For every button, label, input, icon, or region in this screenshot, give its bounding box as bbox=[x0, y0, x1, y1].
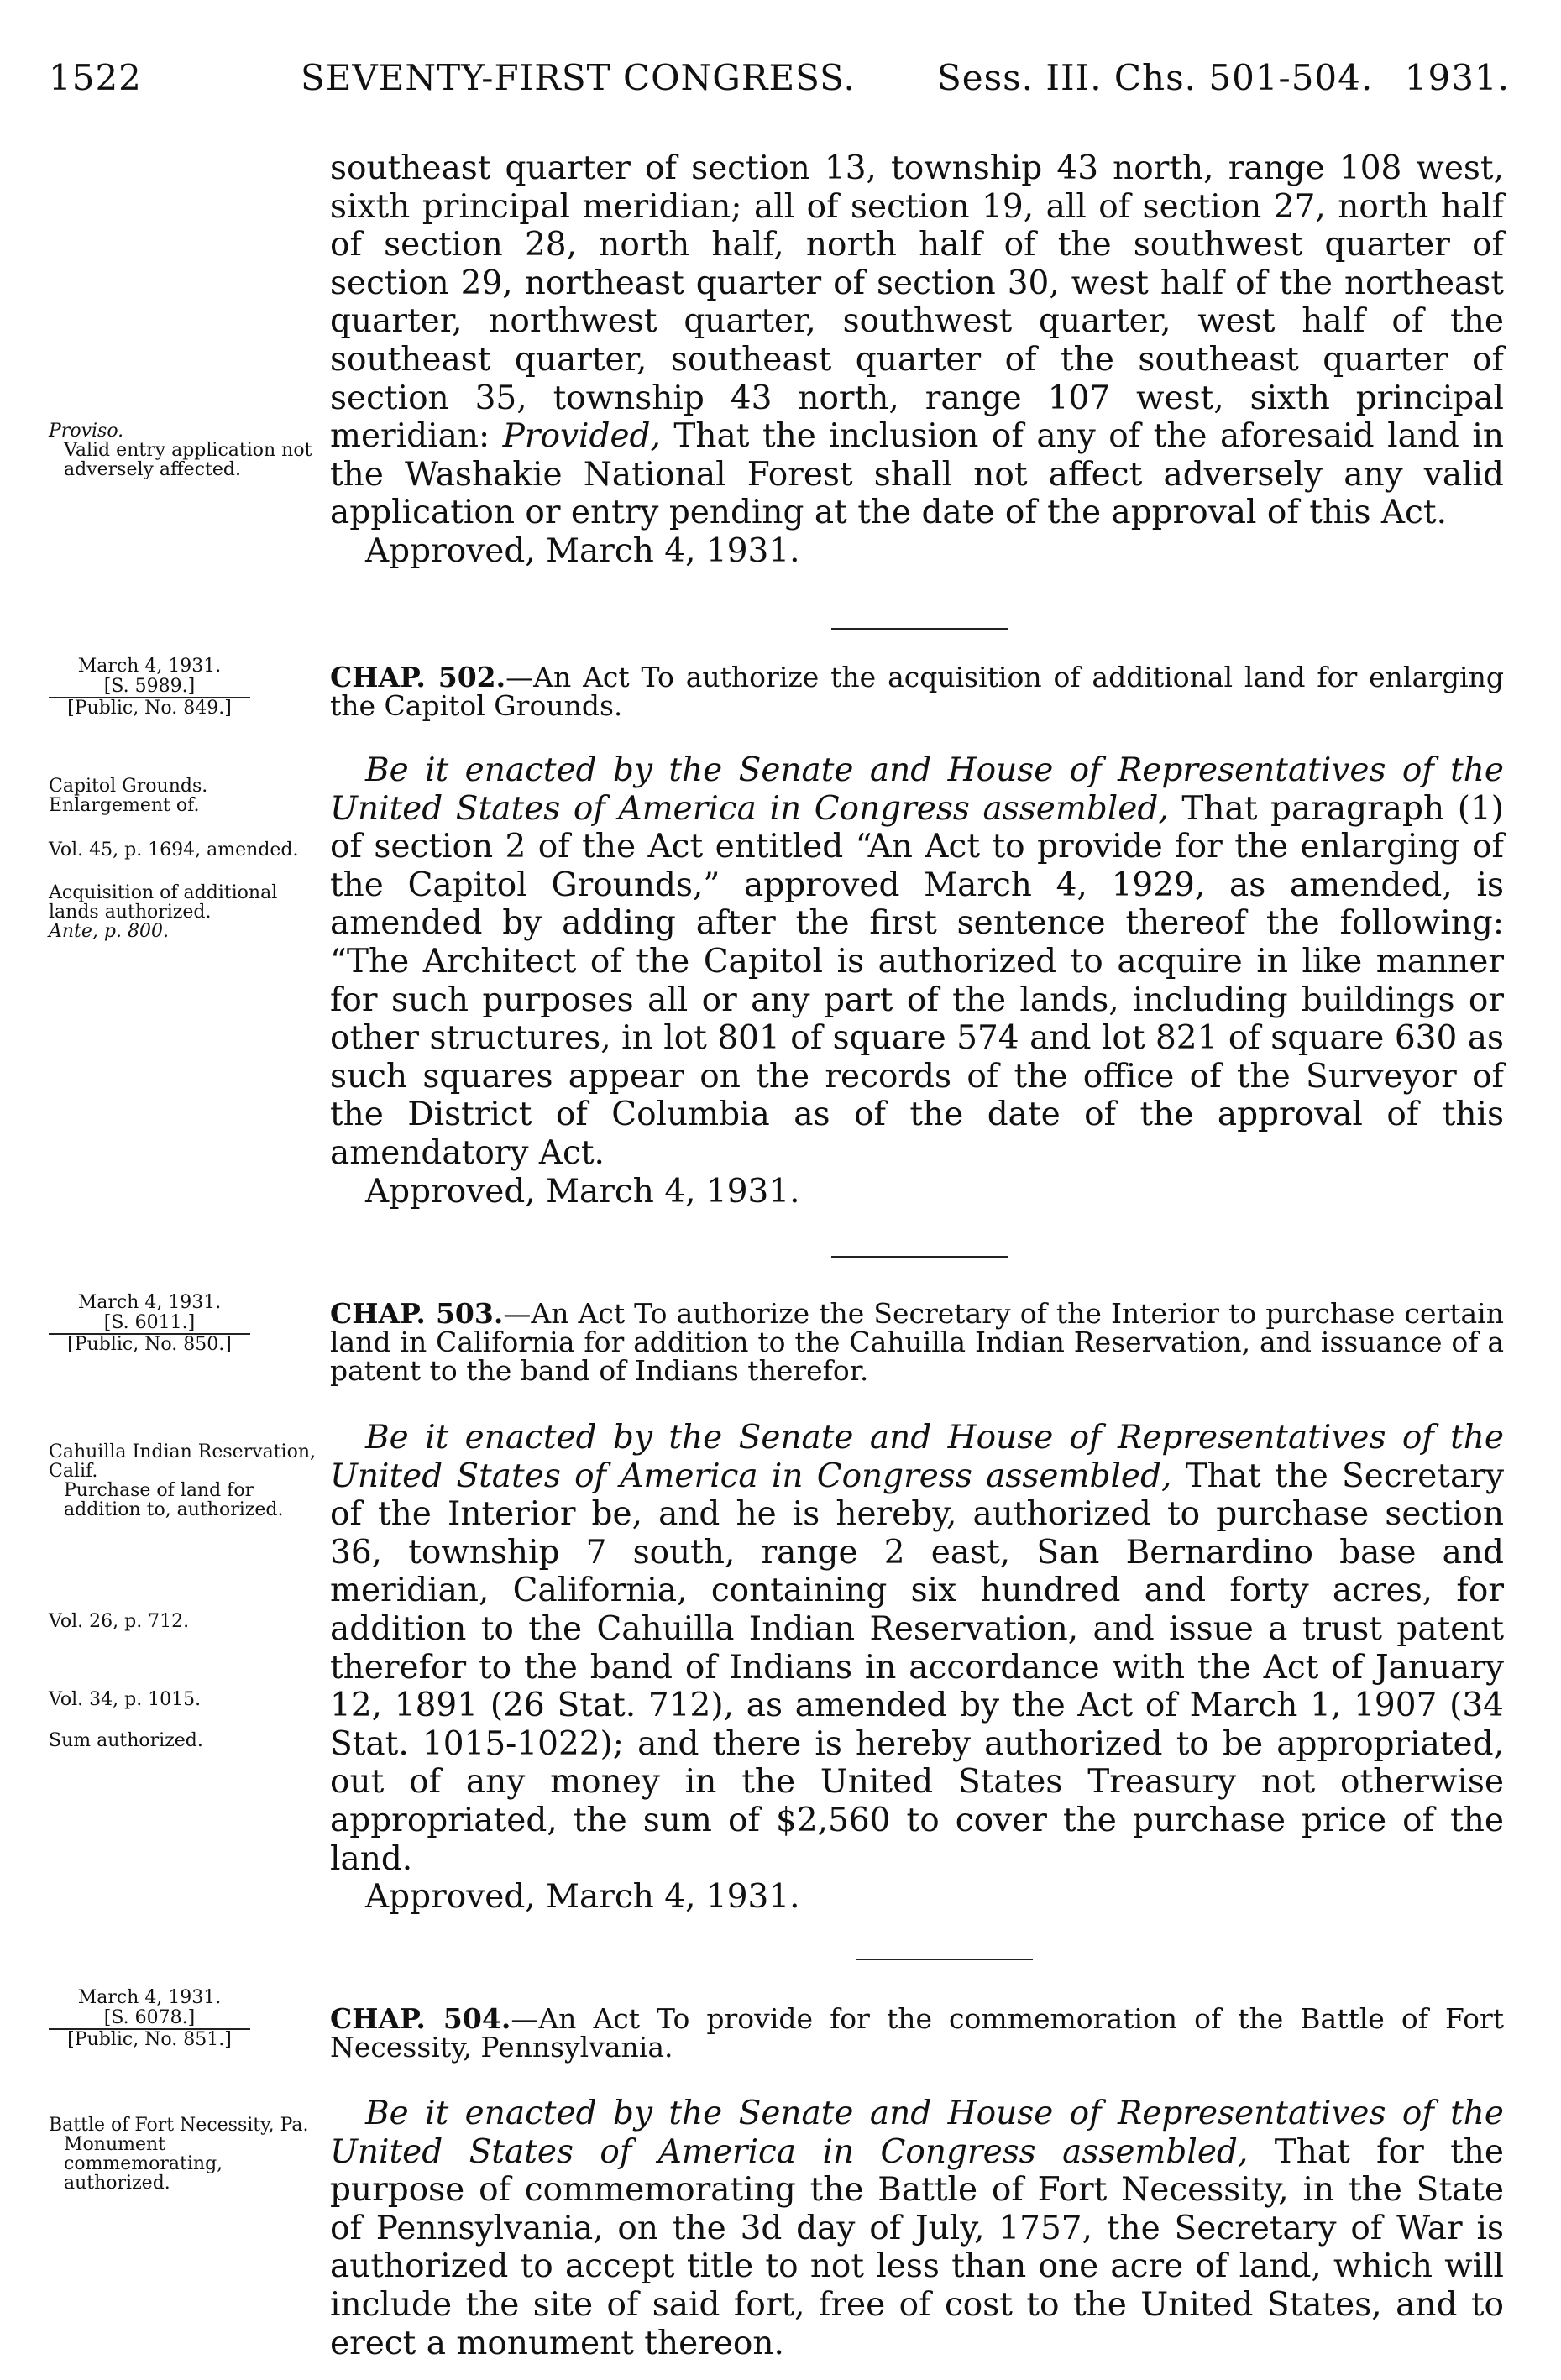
chap504-public-law: [Public, No. 851.] bbox=[49, 2028, 250, 2050]
proviso-sidenote: Valid entry application not adversely affected. bbox=[64, 440, 312, 480]
proviso-label: Proviso. bbox=[49, 421, 124, 442]
chap504-body-text: That for the purpose of commemorating the Battle of Fort Necessity, in the State of Pennsylvania, on the 3d day of July, 1757, the Secretary of War is authorized to accept title to not less than one acre of land, which will include the site of said fort, free of cost to the United States, and to erect a monument thereon. bbox=[330, 2132, 1504, 2362]
page-number: 1522 bbox=[49, 57, 142, 98]
continuation-text: southeast quarter of section 13, township 43 north, range 108 west, sixth principal meridian; all of section 19, all of section 27, north half of section 28, north half, north half of the southwest quarter of section 29, northeast quarter of section 30, west half of the northeast quarter, northwest quarter, southwest quarter, west half of the southeast quarter, southeast quarter of the southeast quarter of section 35, township 43 north, range 107 west, sixth principal meridian: bbox=[330, 149, 1504, 456]
chap502-bill: [S. 5989.] bbox=[103, 676, 196, 697]
chap502-approved: Approved, March 4, 1931. bbox=[365, 1172, 800, 1211]
chap504-title bbox=[330, 2002, 1504, 2064]
chap504-heading bbox=[330, 2002, 1504, 2064]
chap503-enacting-paragraph bbox=[330, 1419, 1504, 1878]
continuation-paragraph bbox=[330, 149, 1504, 532]
chap503-title bbox=[330, 1297, 1504, 1387]
chap503-title-text: —An Act To authorize the Secretary of the Interior to purchase certain land in California for addition to the Cahuilla Indian Reservation, and issuance of a patent to the band of Indians therefor. bbox=[330, 1297, 1504, 1387]
chap503-body bbox=[330, 1419, 1504, 1917]
chap502-enacting-paragraph bbox=[330, 751, 1504, 1173]
chap503-bill: [S. 6011.] bbox=[103, 1312, 196, 1333]
session-chapters: Sess. III. Chs. 501-504. bbox=[937, 57, 1374, 98]
chap504-label: CHAP. 504. bbox=[330, 2002, 511, 2035]
chap503-public-law: [Public, No. 850.] bbox=[49, 1333, 250, 1355]
chap502-sidenote-2: Enlargement of. bbox=[49, 795, 200, 816]
chap503-approved: Approved, March 4, 1931. bbox=[365, 1878, 800, 1917]
chap502-label: CHAP. 502. bbox=[330, 661, 506, 693]
chap503-sidenote-2: Purchase of land for addition to, authorized. bbox=[64, 1480, 284, 1520]
chap504-body bbox=[330, 2095, 1504, 2362]
running-header bbox=[49, 57, 1510, 107]
chap503-heading bbox=[330, 1297, 1504, 1387]
chap504-enacting-clause: Be it enacted by the Senate and House of Representatives of the United States of America in Congress assembled, bbox=[330, 2095, 1504, 2171]
chap503-margin bbox=[49, 1293, 317, 1355]
proviso-margin-note bbox=[49, 421, 317, 479]
chap504-enacting-paragraph bbox=[330, 2095, 1504, 2362]
chap504-date: March 4, 1931. bbox=[77, 1987, 222, 2008]
chap504-sidenote-1: Battle of Fort Necessity, Pa. bbox=[49, 2115, 309, 2136]
chap504-margin bbox=[49, 1988, 317, 2050]
proviso-text: That the inclusion of any of the aforesaid land in the Washakie National Forest shall not affect adversely any valid application or entry pending at the date of the approval of this Act. bbox=[330, 417, 1504, 532]
chap502-public-law: [Public, No. 849.] bbox=[49, 697, 250, 719]
chap503-sidenote-1: Cahuilla Indian Reservation, Calif. bbox=[49, 1441, 317, 1482]
chap503-sidenote-4: Vol. 34, p. 1015. bbox=[49, 1689, 202, 1710]
header-year: 1931. bbox=[1404, 57, 1510, 98]
approval-line: Approved, March 4, 1931. bbox=[365, 531, 800, 570]
section-divider bbox=[856, 1959, 1033, 1960]
chap502-sidenote-5: Ante, p. 800. bbox=[49, 921, 169, 942]
chap502-title-text: —An Act To authorize the acquisition of additional land for enlarging the Capitol Grounds. bbox=[330, 661, 1504, 722]
chap502-body-text: That paragraph (1) of section 2 of the Act entitled “An Act to provide for the enlarging of the Capitol Grounds,” approved March 4, 1929, as amended, is amended by adding after the first sentence thereof the following: “The Architect of the Capitol is authorized to acquire in like manner for such purposes all or any part of the lands, including buildings or other structures, in lot 801 of square 574 and lot 821 of square 630 as such squares appear on the records of the office of the Surveyor of the District of Columbia as of the date of the approval of this amendatory Act. bbox=[330, 789, 1504, 1172]
proviso-word: Provided, bbox=[502, 417, 661, 456]
section-divider bbox=[831, 1256, 1008, 1258]
chap502-margin bbox=[49, 656, 317, 719]
chap503-sidenotes bbox=[49, 1442, 317, 1750]
chap502-sidenote-3: Vol. 45, p. 1694, amended. bbox=[49, 840, 299, 860]
chap502-sidenotes bbox=[49, 777, 317, 941]
chap503-enacting-clause: Be it enacted by the Senate and House of Representatives of the United States of America in Congress assembled, bbox=[330, 1419, 1504, 1495]
chap504-sidenotes bbox=[49, 2116, 317, 2193]
chap502-heading bbox=[330, 663, 1504, 720]
section-divider bbox=[831, 628, 1008, 630]
chap502-enacting-clause: Be it enacted by the Senate and House of Representatives of the United States of America in Congress assembled, bbox=[330, 751, 1504, 828]
congress-title: SEVENTY-FIRST CONGRESS. bbox=[301, 57, 856, 98]
chap504-title-text: —An Act To provide for the commemoration of the Battle of Fort Necessity, Pennsylvania. bbox=[330, 2002, 1504, 2064]
chap502-body bbox=[330, 751, 1504, 1211]
chap503-sidenote-3: Vol. 26, p. 712. bbox=[49, 1611, 190, 1632]
chap503-body-text: That the Secretary of the Interior be, and he is hereby, authorized to purchase section 36, township 7 south, range 2 east, San Bernardino base and meridian, California, containing six hundred and forty acres, for addition to the Cahuilla Indian Reservation, and issue a trust patent therefor to the band of Indians in accordance with the Act of January 12, 1891 (26 Stat. 712), as amended by the Act of March 1, 1907 (34 Stat. 1015-1022); and there is hereby authorized to be appropriated, out of any money in the United States Treasury not otherwise appropriated, the sum of $2,560 to cover the purchase price of the land. bbox=[330, 1457, 1504, 1878]
chap503-sidenote-5: Sum authorized. bbox=[49, 1730, 203, 1751]
chap502-sidenote-4: Acquisition of additional lands authorized. bbox=[49, 882, 278, 923]
chap502-sidenote-1: Capitol Grounds. bbox=[49, 776, 208, 797]
chap503-label: CHAP. 503. bbox=[330, 1297, 504, 1330]
chap502-date: March 4, 1931. bbox=[77, 656, 222, 677]
chap502-title bbox=[330, 663, 1504, 720]
chap504-bill: [S. 6078.] bbox=[103, 2007, 196, 2028]
continuation-section bbox=[330, 149, 1504, 571]
chap503-date: March 4, 1931. bbox=[77, 1292, 222, 1313]
chap504-sidenote-2: Monument commemorating, authorized. bbox=[64, 2134, 223, 2194]
